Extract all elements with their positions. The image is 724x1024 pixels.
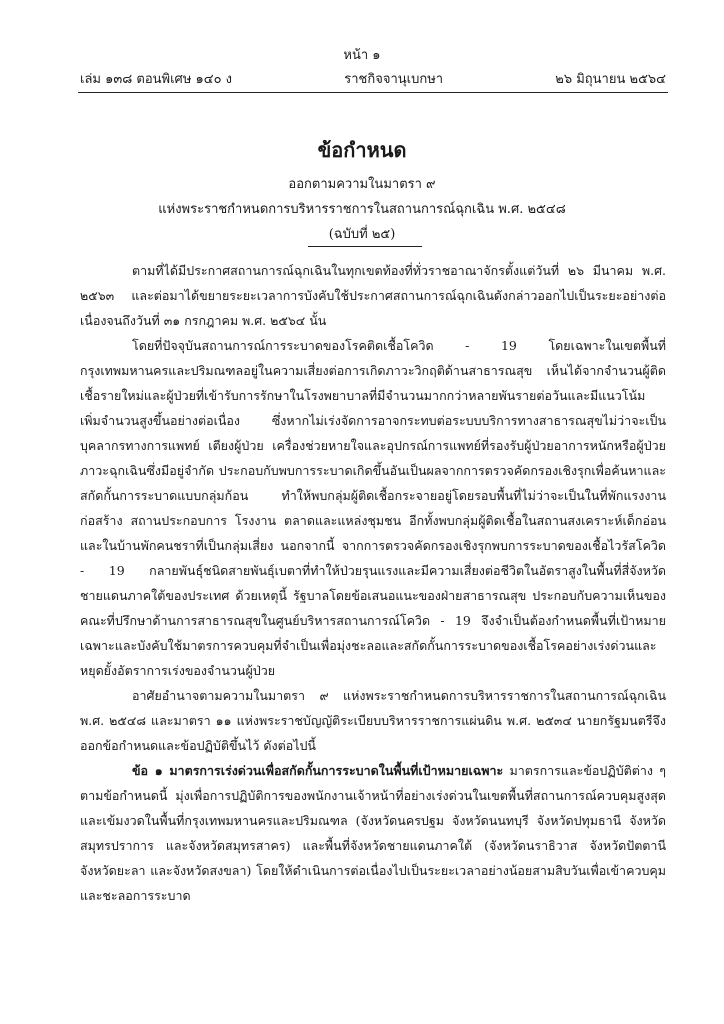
gazette-publication: ราชกิจจานุเบกษา: [344, 72, 444, 87]
gazette-volume: เล่ม ๑๓๘ ตอนพิเศษ ๑๔๐ ง: [80, 72, 233, 87]
gazette-date: ๒๖ มิถุนายน ๒๕๖๔: [555, 72, 666, 87]
header-divider: [78, 92, 668, 93]
page-number: หน้า ๑: [343, 48, 381, 63]
document-subtitle-line1: ออกตามความในมาตรา ๙: [288, 177, 436, 192]
clause-1-text: มาตรการและข้อปฏิบัติต่าง ๆ ตามข้อกำหนดนี้ มุ่งเพื่อการปฏิบัติการของพนักงานเจ้าหน้าที่อย่างเร่งด่วนในเขตพื้นที่สถานการณ์ควบคุมสูงสุดและเข้มงวดในพื้นที่กรุงเทพมหานครและปริมณฑล (จังหวัดนครปฐม จังหวัดนนทบุรี จังหวัดปทุมธานี จังหวัดสมุทรปราการ และจังหวัดสมุทรสาคร) และพื้นที่จังหวัดชายแดนภาคใต้ (จังหวัดนราธิวาส จังหวัดปัตตานี จังหวัดยะลา และจังหวัดสงขลา) โดยให้ดำเนินการต่อเนื่องไปเป็นระยะเวลาอย่างน้อยสามสิบวันเพื่อเข้าควบคุมและชะลอการระบาด: [80, 763, 666, 903]
paragraph-preamble: ตามที่ได้มีประกาศสถานการณ์ฉุกเฉินในทุกเขตท้องที่ทั่วราชอาณาจักรตั้งแต่วันที่ ๒๖ มีนาคม พ.ศ. ๒๕๖๓ และต่อมาได้ขยายระยะเวลาการบังคับใช้ประกาศสถานการณ์ฉุกเฉินดังกล่าวออกไปเป็นระยะอย่างต่อเนื่องจนถึงวันที่ ๓๑ กรกฎาคม พ.ศ. ๒๕๖๔ นั้น: [80, 263, 666, 328]
paragraph-situation: โดยที่ปัจจุบันสถานการณ์การระบาดของโรคติดเชื้อโควิด - 19 โดยเฉพาะในเขตพื้นที่กรุงเทพมหานครและปริมณฑลอยู่ในความเสี่ยงต่อการเกิดภาวะวิกฤติด้านสาธารณสุข เห็นได้จากจำนวนผู้ติดเชื้อรายใหม่และผู้ป่วยที่เข้ารับการรักษาในโรงพยาบาลที่มีจำนวนมากกว่าหลายพันรายต่อวันและมีแนวโน้มเพิ่มจำนวนสูงขึ้นอย่างต่อเนื่อง ซึ่งหากไม่เร่งจัดการอาจกระทบต่อระบบบริการทางสาธารณสุขไม่ว่าจะเป็นบุคลากรทางการแพทย์ เตียงผู้ป่วย เครื่องช่วยหายใจและอุปกรณ์การแพทย์ที่รองรับผู้ป่วยอาการหนักหรือผู้ป่วยภาวะฉุกเฉินซึ่งมีอยู่จำกัด ประกอบกับพบการระบาดเกิดขึ้นอันเป็นผลจากการตรวจคัดกรองเชิงรุกเพื่อค้นหาและสกัดกั้นการระบาดแบบกลุ่มก้อน ทำให้พบกลุ่มผู้ติดเชื้อกระจายอยู่โดยรอบพื้นที่ไม่ว่าจะเป็นในที่พักแรงงานก่อสร้าง สถานประกอบการ โรงงาน ตลาดและแหล่งชุมชน อีกทั้งพบกลุ่มผู้ติดเชื้อในสถานสงเคราะห์เด็กอ่อนและในบ้านพักคนชราที่เป็นกลุ่มเสี่ยง นอกจากนี้ จากการตรวจคัดกรองเชิงรุกพบการระบาดของเชื้อไวรัสโควิด - 19 กลายพันธุ์ชนิดสายพันธุ์เบตาที่ทำให้ป่วยรุนแรงและมีความเสี่ยงต่อชีวิตในอัตราสูงในพื้นที่สี่จังหวัดชายแดนภาคใต้ของประเทศ ด้วยเหตุนี้ รัฐบาลโดยข้อเสนอแนะของฝ่ายสาธารณสุข ประกอบกับความเห็นของคณะที่ปรึกษาด้านการสาธารณสุขในศูนย์บริหารสถานการณ์โควิด - 19 จึงจำเป็นต้องกำหนดพื้นที่เป้าหมายเฉพาะและบังคับใช้มาตรการควบคุมที่จำเป็นเพื่อมุ่งชะลอและสกัดกั้นการระบาดของเชื้อโรคอย่างเร่งด่วนและหยุดยั้งอัตราการเร่งของจำนวนผู้ป่วย: [80, 338, 666, 678]
document-subtitle-line2: แห่งพระราชกำหนดการบริหารราชการในสถานการณ์ฉุกเฉิน พ.ศ. ๒๕๔๘: [158, 202, 566, 217]
document-body: [80, 258, 666, 908]
title-divider: [308, 246, 422, 247]
paragraph-clause-1: [80, 758, 666, 908]
document-title: ข้อกำหนด: [317, 138, 407, 162]
document-subtitle-line3: (ฉบับที่ ๒๕): [328, 227, 396, 242]
clause-1-heading: ข้อ ๑ มาตรการเร่งด่วนเพื่อสกัดกั้นการระบาดในพื้นที่เป้าหมายเฉพาะ: [132, 763, 504, 778]
gazette-header: [80, 68, 666, 89]
paragraph-authority: อาศัยอำนาจตามความในมาตรา ๙ แห่งพระราชกำหนดการบริหารราชการในสถานการณ์ฉุกเฉิน พ.ศ. ๒๕๔๘ และมาตรา ๑๑ แห่งพระราชบัญญัติระเบียบบริหารราชการแผ่นดิน พ.ศ. ๒๕๓๔ นายกรัฐมนตรีจึงออกข้อกำหนดและข้อปฏิบัติขึ้นไว้ ดังต่อไปนี้: [80, 688, 666, 753]
